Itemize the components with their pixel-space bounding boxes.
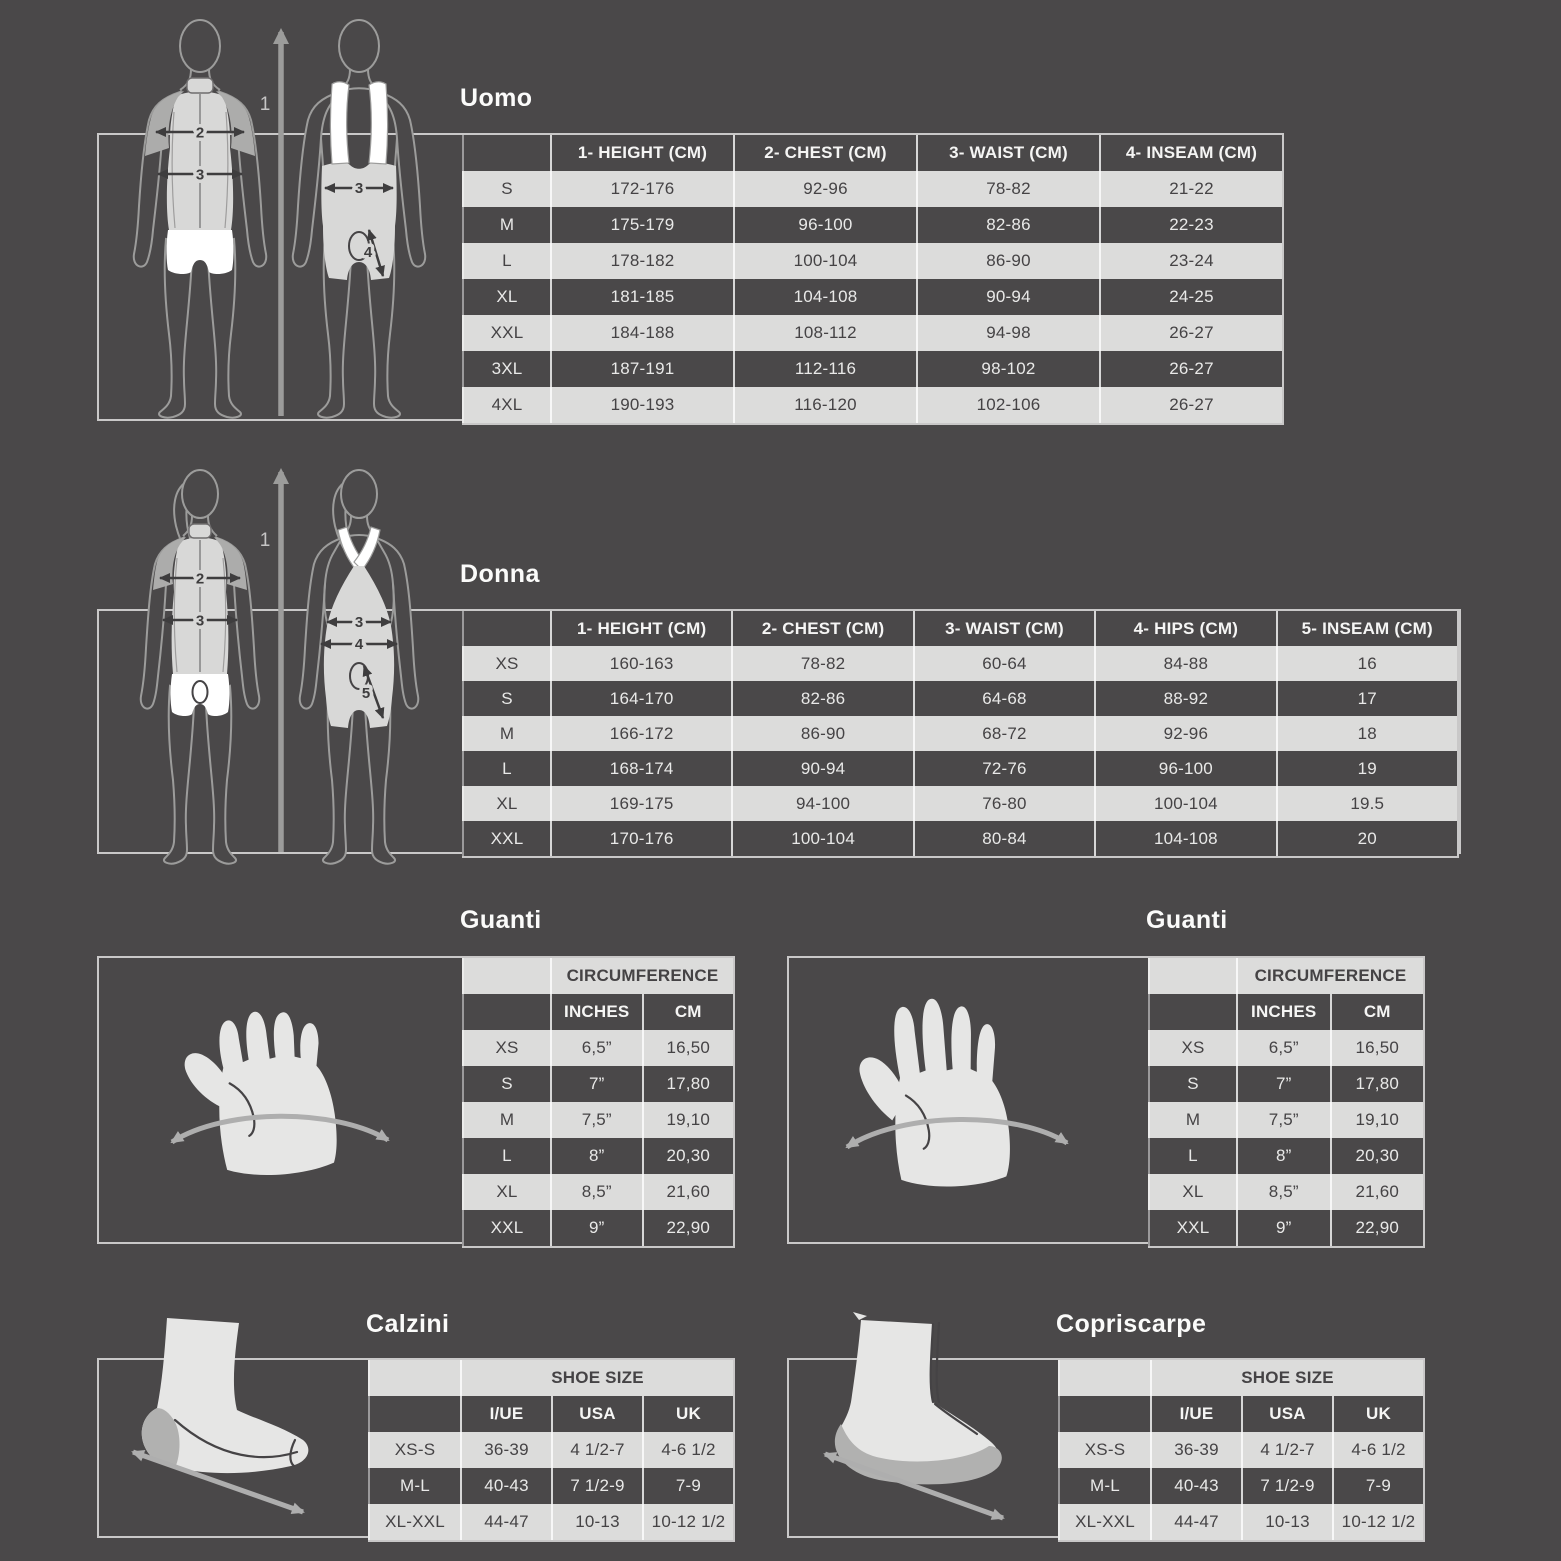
value-cell: 23-24 (1099, 243, 1282, 279)
value-cell: 112-116 (733, 351, 916, 387)
size-label: M (462, 1102, 550, 1138)
value-cell: 4-6 1/2 (1332, 1432, 1423, 1468)
table-row (462, 1210, 733, 1246)
value-cell: 172-176 (550, 171, 733, 207)
table-row (462, 1138, 733, 1174)
table-row (1148, 1210, 1423, 1246)
column-header: 2- CHEST (CM) (733, 135, 916, 171)
value-cell: 16 (1276, 646, 1457, 681)
table-header-row (368, 1396, 733, 1432)
value-cell: 100-104 (733, 243, 916, 279)
value-cell: 16,50 (1330, 1030, 1424, 1066)
chest-label: 2 (195, 570, 205, 588)
value-cell: 82-86 (731, 681, 912, 716)
sock-icon (142, 1318, 309, 1473)
height-label: 1 (259, 530, 271, 551)
size-label: XL (1148, 1174, 1236, 1210)
table-row (462, 171, 1282, 207)
guanti-right-section-title: Guanti (1146, 906, 1228, 934)
column-header: UK (1332, 1396, 1423, 1432)
column-header: 4- INSEAM (CM) (1099, 135, 1282, 171)
span-header-cell: CIRCUMFERENCE (550, 958, 733, 994)
column-header: I/UE (460, 1396, 551, 1432)
value-cell: 100-104 (731, 821, 912, 856)
size-label: M-L (368, 1468, 460, 1504)
corner-cell (1058, 1360, 1150, 1396)
shoe-cover-icon (835, 1312, 1002, 1484)
table-row (462, 716, 1457, 751)
value-cell: 108-112 (733, 315, 916, 351)
value-cell: 88-92 (1094, 681, 1275, 716)
size-label: S (462, 681, 550, 716)
column-header: 1- HEIGHT (CM) (550, 611, 731, 646)
value-cell: 164-170 (550, 681, 731, 716)
size-label: M-L (1058, 1468, 1150, 1504)
corner-cell (462, 611, 550, 646)
table-row (462, 207, 1282, 243)
chest-measure-arrow (156, 125, 244, 142)
value-cell: 10-13 (1241, 1504, 1332, 1540)
table-span-header-row (1148, 958, 1423, 994)
size-label: XS (1148, 1030, 1236, 1066)
value-cell: 78-82 (731, 646, 912, 681)
donna-size-table (462, 609, 1459, 858)
table-row (1148, 1174, 1423, 1210)
value-cell: 160-163 (550, 646, 731, 681)
bib-strap (331, 82, 350, 164)
height-arrow (260, 472, 281, 852)
column-header: 3- WAIST (CM) (913, 611, 1094, 646)
table-span-header-row (462, 958, 733, 994)
corner-cell (462, 994, 550, 1030)
sock-diagram (105, 1316, 360, 1538)
table-row (462, 351, 1282, 387)
value-cell: 22-23 (1099, 207, 1282, 243)
guanti-left-section-title: Guanti (460, 906, 542, 934)
table-header-row (462, 611, 1457, 646)
value-cell: 187-191 (550, 351, 733, 387)
value-cell: 20 (1276, 821, 1457, 856)
span-header-cell: SHOE SIZE (1150, 1360, 1423, 1396)
value-cell: 18 (1276, 716, 1457, 751)
value-cell: 178-182 (550, 243, 733, 279)
table-row (1148, 1138, 1423, 1174)
height-label: 1 (259, 94, 271, 115)
value-cell: 40-43 (1150, 1468, 1241, 1504)
value-cell: 92-96 (733, 171, 916, 207)
table-row (462, 786, 1457, 821)
size-label: L (462, 751, 550, 786)
column-header: I/UE (1150, 1396, 1241, 1432)
value-cell: 20,30 (642, 1138, 734, 1174)
table-row (462, 315, 1282, 351)
table-header-row (1058, 1396, 1423, 1432)
table-row (368, 1504, 733, 1540)
female-back-figure (300, 470, 419, 864)
value-cell: 168-174 (550, 751, 731, 786)
value-cell: 175-179 (550, 207, 733, 243)
size-label: XL (462, 279, 550, 315)
inseam-label: 5 (361, 685, 371, 702)
value-cell: 40-43 (460, 1468, 551, 1504)
table-row (1148, 1030, 1423, 1066)
value-cell: 181-185 (550, 279, 733, 315)
table-row (462, 387, 1282, 423)
value-cell: 82-86 (916, 207, 1099, 243)
value-cell: 166-172 (550, 716, 731, 751)
corner-cell (368, 1396, 460, 1432)
waist-label: 3 (195, 166, 205, 184)
value-cell: 72-76 (913, 751, 1094, 786)
table-row (462, 681, 1457, 716)
collar (187, 78, 213, 93)
size-label: S (462, 171, 550, 207)
table-row (1148, 1102, 1423, 1138)
value-cell: 19 (1276, 751, 1457, 786)
guanti-right-size-table (1148, 956, 1425, 1248)
value-cell: 80-84 (913, 821, 1094, 856)
shoe-cover-diagram (795, 1314, 1050, 1540)
column-header: 3- WAIST (CM) (916, 135, 1099, 171)
value-cell: 44-47 (1150, 1504, 1241, 1540)
table-row (462, 279, 1282, 315)
uomo-section-title: Uomo (460, 84, 533, 112)
corner-cell (1058, 1396, 1150, 1432)
corner-cell (462, 135, 550, 171)
value-cell: 17 (1276, 681, 1457, 716)
size-label: XL-XXL (1058, 1504, 1150, 1540)
value-cell: 10-12 1/2 (1332, 1504, 1423, 1540)
male-front-figure (134, 20, 266, 418)
table-header-row (462, 994, 733, 1030)
value-cell: 184-188 (550, 315, 733, 351)
value-cell: 9” (550, 1210, 642, 1246)
value-cell: 7” (1236, 1066, 1330, 1102)
value-cell: 7-9 (642, 1468, 733, 1504)
table-span-header-row (1058, 1360, 1423, 1396)
size-label: L (462, 243, 550, 279)
donna-figures-diagram (97, 458, 463, 858)
table-header-row (462, 135, 1282, 171)
value-cell: 4-6 1/2 (642, 1432, 733, 1468)
value-cell: 17,80 (642, 1066, 734, 1102)
size-label: XL (462, 786, 550, 821)
size-label: XXL (462, 315, 550, 351)
size-label: M (462, 207, 550, 243)
column-header: CM (642, 994, 734, 1030)
column-header: 1- HEIGHT (CM) (550, 135, 733, 171)
corner-cell (368, 1360, 460, 1396)
value-cell: 22,90 (642, 1210, 734, 1246)
value-cell: 16,50 (642, 1030, 734, 1066)
column-header: USA (1241, 1396, 1332, 1432)
column-header: UK (642, 1396, 733, 1432)
waist-back-label: 3 (354, 180, 364, 197)
table-row (462, 1174, 733, 1210)
value-cell: 104-108 (1094, 821, 1275, 856)
value-cell: 169-175 (550, 786, 731, 821)
full-finger-glove-icon (856, 995, 1012, 1191)
copriscarpe-section-title: Copriscarpe (1056, 1310, 1207, 1338)
value-cell: 100-104 (1094, 786, 1275, 821)
head (180, 20, 220, 72)
table-row (368, 1432, 733, 1468)
chest-label: 2 (195, 124, 205, 142)
value-cell: 94-100 (731, 786, 912, 821)
value-cell: 17,80 (1330, 1066, 1424, 1102)
table-row (1058, 1432, 1423, 1468)
value-cell: 84-88 (1094, 646, 1275, 681)
value-cell: 68-72 (913, 716, 1094, 751)
value-cell: 36-39 (460, 1432, 551, 1468)
value-cell: 190-193 (550, 387, 733, 423)
value-cell: 36-39 (1150, 1432, 1241, 1468)
table-row (462, 646, 1457, 681)
column-header: INCHES (1236, 994, 1330, 1030)
waist-label: 3 (195, 612, 205, 630)
value-cell: 7 1/2-9 (1241, 1468, 1332, 1504)
column-header: 4- HIPS (CM) (1094, 611, 1275, 646)
size-label: 3XL (462, 351, 550, 387)
value-cell: 21,60 (642, 1174, 734, 1210)
value-cell: 170-176 (550, 821, 731, 856)
size-label: S (1148, 1066, 1236, 1102)
size-label: XS (462, 1030, 550, 1066)
value-cell: 64-68 (913, 681, 1094, 716)
table-row (462, 1030, 733, 1066)
size-label: XS-S (1058, 1432, 1150, 1468)
value-cell: 92-96 (1094, 716, 1275, 751)
fingerless-glove-diagram (110, 980, 410, 1220)
value-cell: 21,60 (1330, 1174, 1424, 1210)
copriscarpe-size-table (1058, 1358, 1425, 1542)
size-label: XL (462, 1174, 550, 1210)
column-header: CM (1330, 994, 1424, 1030)
value-cell: 24-25 (1099, 279, 1282, 315)
value-cell: 26-27 (1099, 351, 1282, 387)
value-cell: 26-27 (1099, 315, 1282, 351)
table-row (462, 1102, 733, 1138)
male-back-figure (293, 20, 425, 418)
female-front-figure (141, 470, 260, 864)
full-finger-glove-diagram (795, 975, 1095, 1220)
size-label: S (462, 1066, 550, 1102)
size-label: 4XL (462, 387, 550, 423)
guanti-left-size-table (462, 956, 735, 1248)
donna-section-title: Donna (460, 560, 540, 588)
value-cell: 19,10 (642, 1102, 734, 1138)
table-span-header-row (368, 1360, 733, 1396)
size-label: XS-S (368, 1432, 460, 1468)
corner-cell (462, 958, 550, 994)
shorts (167, 230, 234, 274)
value-cell: 8” (550, 1138, 642, 1174)
value-cell: 76-80 (913, 786, 1094, 821)
column-header: USA (551, 1396, 642, 1432)
table-row (1148, 1066, 1423, 1102)
value-cell: 7,5” (550, 1102, 642, 1138)
value-cell: 19.5 (1276, 786, 1457, 821)
value-cell: 7 1/2-9 (551, 1468, 642, 1504)
value-cell: 102-106 (916, 387, 1099, 423)
value-cell: 8,5” (1236, 1174, 1330, 1210)
value-cell: 8” (1236, 1138, 1330, 1174)
value-cell: 98-102 (916, 351, 1099, 387)
table-row (1058, 1468, 1423, 1504)
value-cell: 96-100 (1094, 751, 1275, 786)
fingerless-glove-icon (181, 1006, 340, 1183)
column-header: 2- CHEST (CM) (731, 611, 912, 646)
value-cell: 21-22 (1099, 171, 1282, 207)
size-label: L (1148, 1138, 1236, 1174)
value-cell: 26-27 (1099, 387, 1282, 423)
value-cell: 104-108 (733, 279, 916, 315)
value-cell: 86-90 (916, 243, 1099, 279)
size-label: XL-XXL (368, 1504, 460, 1540)
value-cell: 4 1/2-7 (551, 1432, 642, 1468)
span-header-cell: SHOE SIZE (460, 1360, 733, 1396)
hips-label: 4 (354, 636, 364, 653)
size-label: XXL (462, 821, 550, 856)
value-cell: 4 1/2-7 (1241, 1432, 1332, 1468)
size-label: XS (462, 646, 550, 681)
value-cell: 78-82 (916, 171, 1099, 207)
value-cell: 96-100 (733, 207, 916, 243)
value-cell: 6,5” (550, 1030, 642, 1066)
column-header: INCHES (550, 994, 642, 1030)
value-cell: 19,10 (1330, 1102, 1424, 1138)
size-label: XXL (1148, 1210, 1236, 1246)
chamois-pad (193, 681, 208, 703)
value-cell: 20,30 (1330, 1138, 1424, 1174)
value-cell: 60-64 (913, 646, 1094, 681)
corner-cell (1148, 994, 1236, 1030)
calzini-size-table (368, 1358, 735, 1542)
size-label: XXL (462, 1210, 550, 1246)
value-cell: 10-13 (551, 1504, 642, 1540)
column-header: 5- INSEAM (CM) (1276, 611, 1457, 646)
corner-cell (1148, 958, 1236, 994)
span-header-cell: CIRCUMFERENCE (1236, 958, 1423, 994)
value-cell: 90-94 (916, 279, 1099, 315)
value-cell: 10-12 1/2 (642, 1504, 733, 1540)
value-cell: 22,90 (1330, 1210, 1424, 1246)
value-cell: 7-9 (1332, 1468, 1423, 1504)
table-row (462, 751, 1457, 786)
table-header-row (1148, 994, 1423, 1030)
table-row (368, 1468, 733, 1504)
value-cell: 7,5” (1236, 1102, 1330, 1138)
size-label: L (462, 1138, 550, 1174)
table-row (1058, 1504, 1423, 1540)
size-label: M (1148, 1102, 1236, 1138)
value-cell: 7” (550, 1066, 642, 1102)
table-row (462, 243, 1282, 279)
value-cell: 8,5” (550, 1174, 642, 1210)
size-label: M (462, 716, 550, 751)
waist-back-label: 3 (354, 614, 364, 631)
value-cell: 94-98 (916, 315, 1099, 351)
value-cell: 44-47 (460, 1504, 551, 1540)
value-cell: 9” (1236, 1210, 1330, 1246)
value-cell: 90-94 (731, 751, 912, 786)
value-cell: 6,5” (1236, 1030, 1330, 1066)
value-cell: 116-120 (733, 387, 916, 423)
uomo-figures-diagram (97, 14, 463, 422)
calzini-section-title: Calzini (366, 1310, 450, 1338)
value-cell: 86-90 (731, 716, 912, 751)
table-row (462, 1066, 733, 1102)
inseam-label: 4 (363, 244, 373, 261)
table-row (462, 821, 1457, 856)
uomo-size-table (462, 133, 1284, 425)
